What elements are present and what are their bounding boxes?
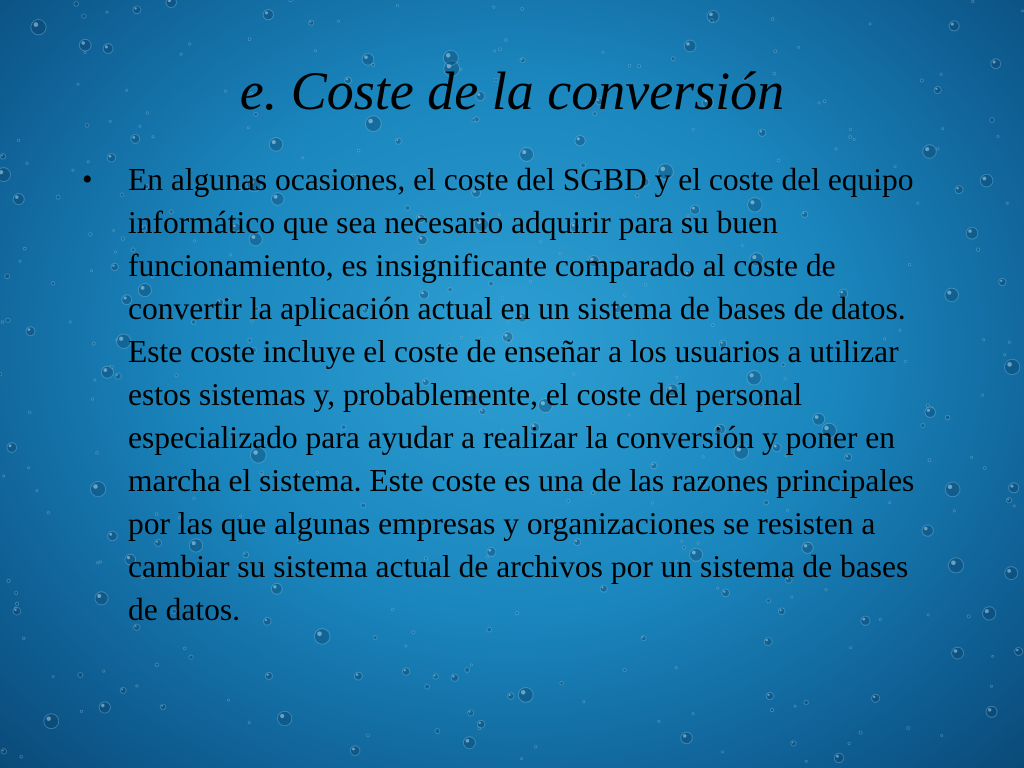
water-drop xyxy=(942,128,944,130)
water-drop xyxy=(309,20,314,25)
water-drop xyxy=(228,699,230,701)
water-drop xyxy=(465,668,470,673)
water-drop xyxy=(505,39,507,41)
water-drop-highlight xyxy=(954,649,958,653)
water-drop xyxy=(395,138,401,144)
water-drop-highlight xyxy=(466,739,470,743)
slide-title: e. Coste de la conversión xyxy=(239,61,785,121)
water-drop xyxy=(80,710,82,712)
water-drop xyxy=(1022,10,1024,12)
water-drop-highlight xyxy=(948,485,952,489)
water-drop xyxy=(983,607,996,620)
water-drop xyxy=(373,636,377,640)
water-drop xyxy=(658,720,660,722)
water-drop xyxy=(265,672,272,679)
water-drop xyxy=(774,50,777,53)
water-drop xyxy=(19,260,21,262)
water-drop xyxy=(133,6,141,14)
water-drop xyxy=(759,129,766,136)
bullet-marker: • xyxy=(82,163,93,196)
water-drop xyxy=(1,321,3,323)
water-drop xyxy=(17,139,19,141)
water-drop-highlight xyxy=(577,137,580,140)
water-drop xyxy=(692,713,694,715)
water-drop xyxy=(971,456,973,458)
water-drop xyxy=(13,607,21,615)
water-drop xyxy=(853,138,855,140)
water-drop xyxy=(166,0,176,7)
water-drop xyxy=(189,655,193,659)
water-drop xyxy=(945,415,949,419)
water-drop xyxy=(710,19,714,23)
water-drop-highlight xyxy=(956,187,958,189)
water-drop-highlight xyxy=(1010,485,1013,488)
water-drop-highlight xyxy=(760,130,762,132)
water-drop xyxy=(29,411,31,413)
water-drop xyxy=(425,684,430,689)
water-drop xyxy=(99,702,110,713)
water-drop xyxy=(764,638,772,646)
water-drop xyxy=(350,746,360,756)
water-drop xyxy=(435,729,440,734)
water-drop xyxy=(771,18,774,21)
water-drop-highlight xyxy=(766,639,768,641)
water-drop-highlight xyxy=(873,696,875,698)
water-drop xyxy=(471,664,473,666)
water-drop xyxy=(692,128,694,130)
water-drop xyxy=(575,136,585,146)
water-drop xyxy=(451,674,458,681)
water-drop xyxy=(289,0,292,2)
water-drop xyxy=(602,51,604,53)
water-drop xyxy=(519,688,534,703)
water-drop xyxy=(136,685,138,687)
water-drop-highlight xyxy=(317,632,322,637)
water-drop xyxy=(980,174,992,186)
water-drop xyxy=(315,50,317,52)
water-drop xyxy=(396,4,398,6)
water-drop-highlight xyxy=(121,689,123,691)
water-drop xyxy=(834,753,843,762)
water-drop xyxy=(953,510,955,512)
water-drop xyxy=(180,53,182,55)
water-drop xyxy=(0,373,2,376)
water-drop xyxy=(722,751,724,753)
water-drop-highlight xyxy=(105,45,108,48)
water-drop xyxy=(798,46,800,48)
water-drop xyxy=(78,673,83,678)
water-drop xyxy=(412,631,415,634)
water-drop xyxy=(952,647,964,659)
water-drop-highlight xyxy=(134,7,136,9)
water-drop xyxy=(681,732,692,743)
water-drop xyxy=(493,6,495,8)
water-drop-highlight xyxy=(521,690,525,694)
water-drop-highlight xyxy=(267,674,269,676)
water-drop xyxy=(0,168,10,182)
water-drop-highlight xyxy=(479,722,481,724)
water-drop xyxy=(1005,567,1018,580)
water-drop xyxy=(26,162,28,164)
water-drop-highlight xyxy=(683,734,686,737)
bullet-item xyxy=(82,158,942,631)
water-drop-highlight xyxy=(709,13,713,17)
bullet-text: En algunas ocasiones, el coste del SGBD y el coste del equipo informático que sea necesario adquirir para su buen funcionamiento, es insignificante comparado al coste de convertir la aplicación actual en un sistema de bases de datos. Este coste incluye el coste de enseñar a los usuarios a utilizar estos sistemas y, probablemente, el coste del personal especializado para ayudar a realizar la conversión y poner en marcha el sistema. Este coste es una de las razones principales por las que algunas empresas y organizaciones se resisten a cambiar su sistema actual de archivos por un sistema de bases de datos. xyxy=(128,162,915,627)
water-drop xyxy=(13,194,24,205)
water-drop xyxy=(23,247,26,250)
water-drop-highlight xyxy=(14,609,16,611)
water-drop-highlight xyxy=(15,195,18,198)
water-drop xyxy=(850,647,852,649)
water-drop xyxy=(433,674,438,679)
water-drop-highlight xyxy=(983,177,987,181)
water-drop xyxy=(36,490,38,492)
water-drop xyxy=(986,706,997,717)
water-drop xyxy=(477,720,485,728)
water-drop xyxy=(684,40,696,52)
water-drop xyxy=(1008,341,1010,343)
water-drop xyxy=(5,274,10,279)
water-drop-highlight xyxy=(272,140,276,144)
water-drop xyxy=(1013,505,1015,507)
water-drop xyxy=(949,21,959,31)
water-drop-highlight xyxy=(404,669,406,671)
water-drop-highlight xyxy=(1000,280,1002,282)
water-drop xyxy=(992,655,994,657)
water-drop-highlight xyxy=(836,755,839,758)
water-drop xyxy=(184,647,186,649)
water-drop-highlight xyxy=(452,675,454,677)
water-drop xyxy=(949,558,964,573)
water-drop-highlight xyxy=(768,694,770,696)
water-drop-highlight xyxy=(310,21,312,23)
water-drop xyxy=(983,339,985,341)
water-drop-highlight xyxy=(2,750,4,752)
water-drop xyxy=(945,482,960,497)
water-drop xyxy=(6,318,10,322)
water-drop xyxy=(937,148,939,150)
water-drop xyxy=(31,20,46,35)
water-drop-highlight xyxy=(951,23,954,26)
water-drop xyxy=(972,0,974,2)
water-drop xyxy=(999,278,1006,285)
water-drop xyxy=(977,248,980,251)
water-drop xyxy=(74,2,79,7)
water-drop xyxy=(521,8,524,11)
water-drop xyxy=(103,670,105,672)
water-drop xyxy=(84,52,86,54)
water-drop xyxy=(16,602,19,605)
bullet-list xyxy=(82,158,942,631)
water-drop xyxy=(923,145,936,158)
water-drop xyxy=(7,579,10,582)
water-drop xyxy=(494,50,496,52)
water-drop xyxy=(623,669,626,672)
water-drop xyxy=(1006,202,1008,204)
water-drop xyxy=(278,711,292,725)
water-drop-highlight xyxy=(82,41,85,44)
water-drop-highlight xyxy=(161,705,163,707)
water-drop xyxy=(791,741,796,746)
water-drop-highlight xyxy=(1007,569,1011,573)
water-drop xyxy=(0,154,5,159)
water-drop xyxy=(907,727,910,730)
water-drop xyxy=(152,136,154,138)
water-drop xyxy=(26,327,35,336)
water-drop-highlight xyxy=(968,229,971,232)
water-drop xyxy=(770,709,773,712)
water-drop xyxy=(402,668,409,675)
water-drop xyxy=(23,637,25,639)
water-drop-highlight xyxy=(925,147,929,151)
water-drop xyxy=(106,11,108,13)
water-drop xyxy=(315,629,330,644)
water-drop xyxy=(1007,498,1012,503)
water-drop-highlight xyxy=(280,714,284,718)
water-drop xyxy=(1005,359,1020,374)
water-drop xyxy=(7,443,17,453)
water-drop xyxy=(1009,483,1019,493)
water-drop-highlight xyxy=(988,708,991,711)
water-drop xyxy=(405,645,407,647)
water-drop xyxy=(794,705,796,707)
water-drop-highlight xyxy=(985,609,989,613)
water-drop-highlight xyxy=(1016,649,1018,651)
water-drop xyxy=(1015,648,1023,656)
water-drop xyxy=(982,394,984,396)
water-drop xyxy=(51,282,54,285)
water-drop xyxy=(997,136,999,138)
water-drop xyxy=(357,149,360,152)
water-drop xyxy=(869,23,871,25)
water-drop xyxy=(835,148,837,150)
water-drop xyxy=(248,38,251,41)
water-drop xyxy=(508,693,514,699)
water-drop xyxy=(859,731,862,734)
water-drop xyxy=(20,756,23,759)
water-drop xyxy=(850,129,852,131)
water-drop xyxy=(675,667,677,669)
water-drop-highlight xyxy=(642,636,644,638)
water-drop xyxy=(521,758,523,760)
water-drop xyxy=(69,321,71,323)
water-drop xyxy=(72,169,74,171)
water-drop xyxy=(44,714,59,729)
water-drop-highlight xyxy=(356,674,358,676)
water-drop xyxy=(47,512,49,514)
water-drop-highlight xyxy=(133,136,136,139)
water-drop xyxy=(468,710,474,716)
water-drop xyxy=(941,735,943,737)
water-drop-highlight xyxy=(686,42,689,45)
water-drop-highlight xyxy=(9,444,12,447)
water-drop xyxy=(355,672,363,680)
water-drop xyxy=(967,615,970,618)
water-drop xyxy=(535,746,537,748)
water-drop xyxy=(583,701,585,703)
water-drop xyxy=(28,467,30,469)
water-drop xyxy=(131,135,140,144)
water-drop-highlight xyxy=(34,22,39,27)
water-drop xyxy=(247,127,249,129)
water-drop-highlight xyxy=(352,748,355,751)
water-drop xyxy=(1004,354,1006,356)
water-drop xyxy=(52,676,54,678)
water-drop xyxy=(766,692,773,699)
water-drop-highlight xyxy=(792,742,794,744)
water-drop xyxy=(478,727,481,730)
water-drop xyxy=(955,186,963,194)
water-drop xyxy=(641,636,646,641)
water-drop-highlight xyxy=(1007,362,1012,367)
water-drop xyxy=(160,704,165,709)
water-drop xyxy=(1,749,6,754)
water-drop xyxy=(990,685,992,687)
water-drop xyxy=(103,44,113,54)
water-drop xyxy=(56,195,60,199)
water-drop-highlight xyxy=(509,694,511,696)
water-drop xyxy=(155,663,158,666)
water-drop-highlight xyxy=(522,150,526,154)
water-drop xyxy=(338,20,340,22)
water-drop-highlight xyxy=(47,717,51,721)
water-drop-highlight xyxy=(434,675,436,677)
water-drop xyxy=(848,743,850,745)
water-drop xyxy=(367,734,370,737)
water-drop xyxy=(872,694,880,702)
water-drop xyxy=(79,39,91,51)
water-drop xyxy=(983,467,986,470)
water-drop xyxy=(189,43,191,45)
water-drop xyxy=(849,136,852,139)
water-drop xyxy=(3,475,5,477)
water-drop-highlight xyxy=(1,155,3,157)
water-drop xyxy=(15,592,18,595)
water-drop-highlight xyxy=(28,328,31,331)
water-drop xyxy=(560,682,563,685)
water-drop-highlight xyxy=(947,291,951,295)
water-drop xyxy=(804,700,808,704)
water-drop-highlight xyxy=(469,711,471,713)
water-drop xyxy=(263,10,273,20)
water-drop xyxy=(945,288,958,301)
water-drop xyxy=(464,737,476,749)
water-drop-highlight xyxy=(101,704,104,707)
water-drop-highlight xyxy=(951,561,956,566)
water-drop xyxy=(499,48,502,51)
water-drop xyxy=(805,760,807,762)
water-drop xyxy=(82,14,86,18)
water-drop xyxy=(120,687,126,693)
water-drop-highlight xyxy=(396,139,398,141)
water-drop-highlight xyxy=(265,11,268,14)
water-drop xyxy=(966,227,978,239)
water-drop-highlight xyxy=(1007,499,1009,501)
water-drop xyxy=(248,722,250,724)
water-drop xyxy=(269,138,282,151)
